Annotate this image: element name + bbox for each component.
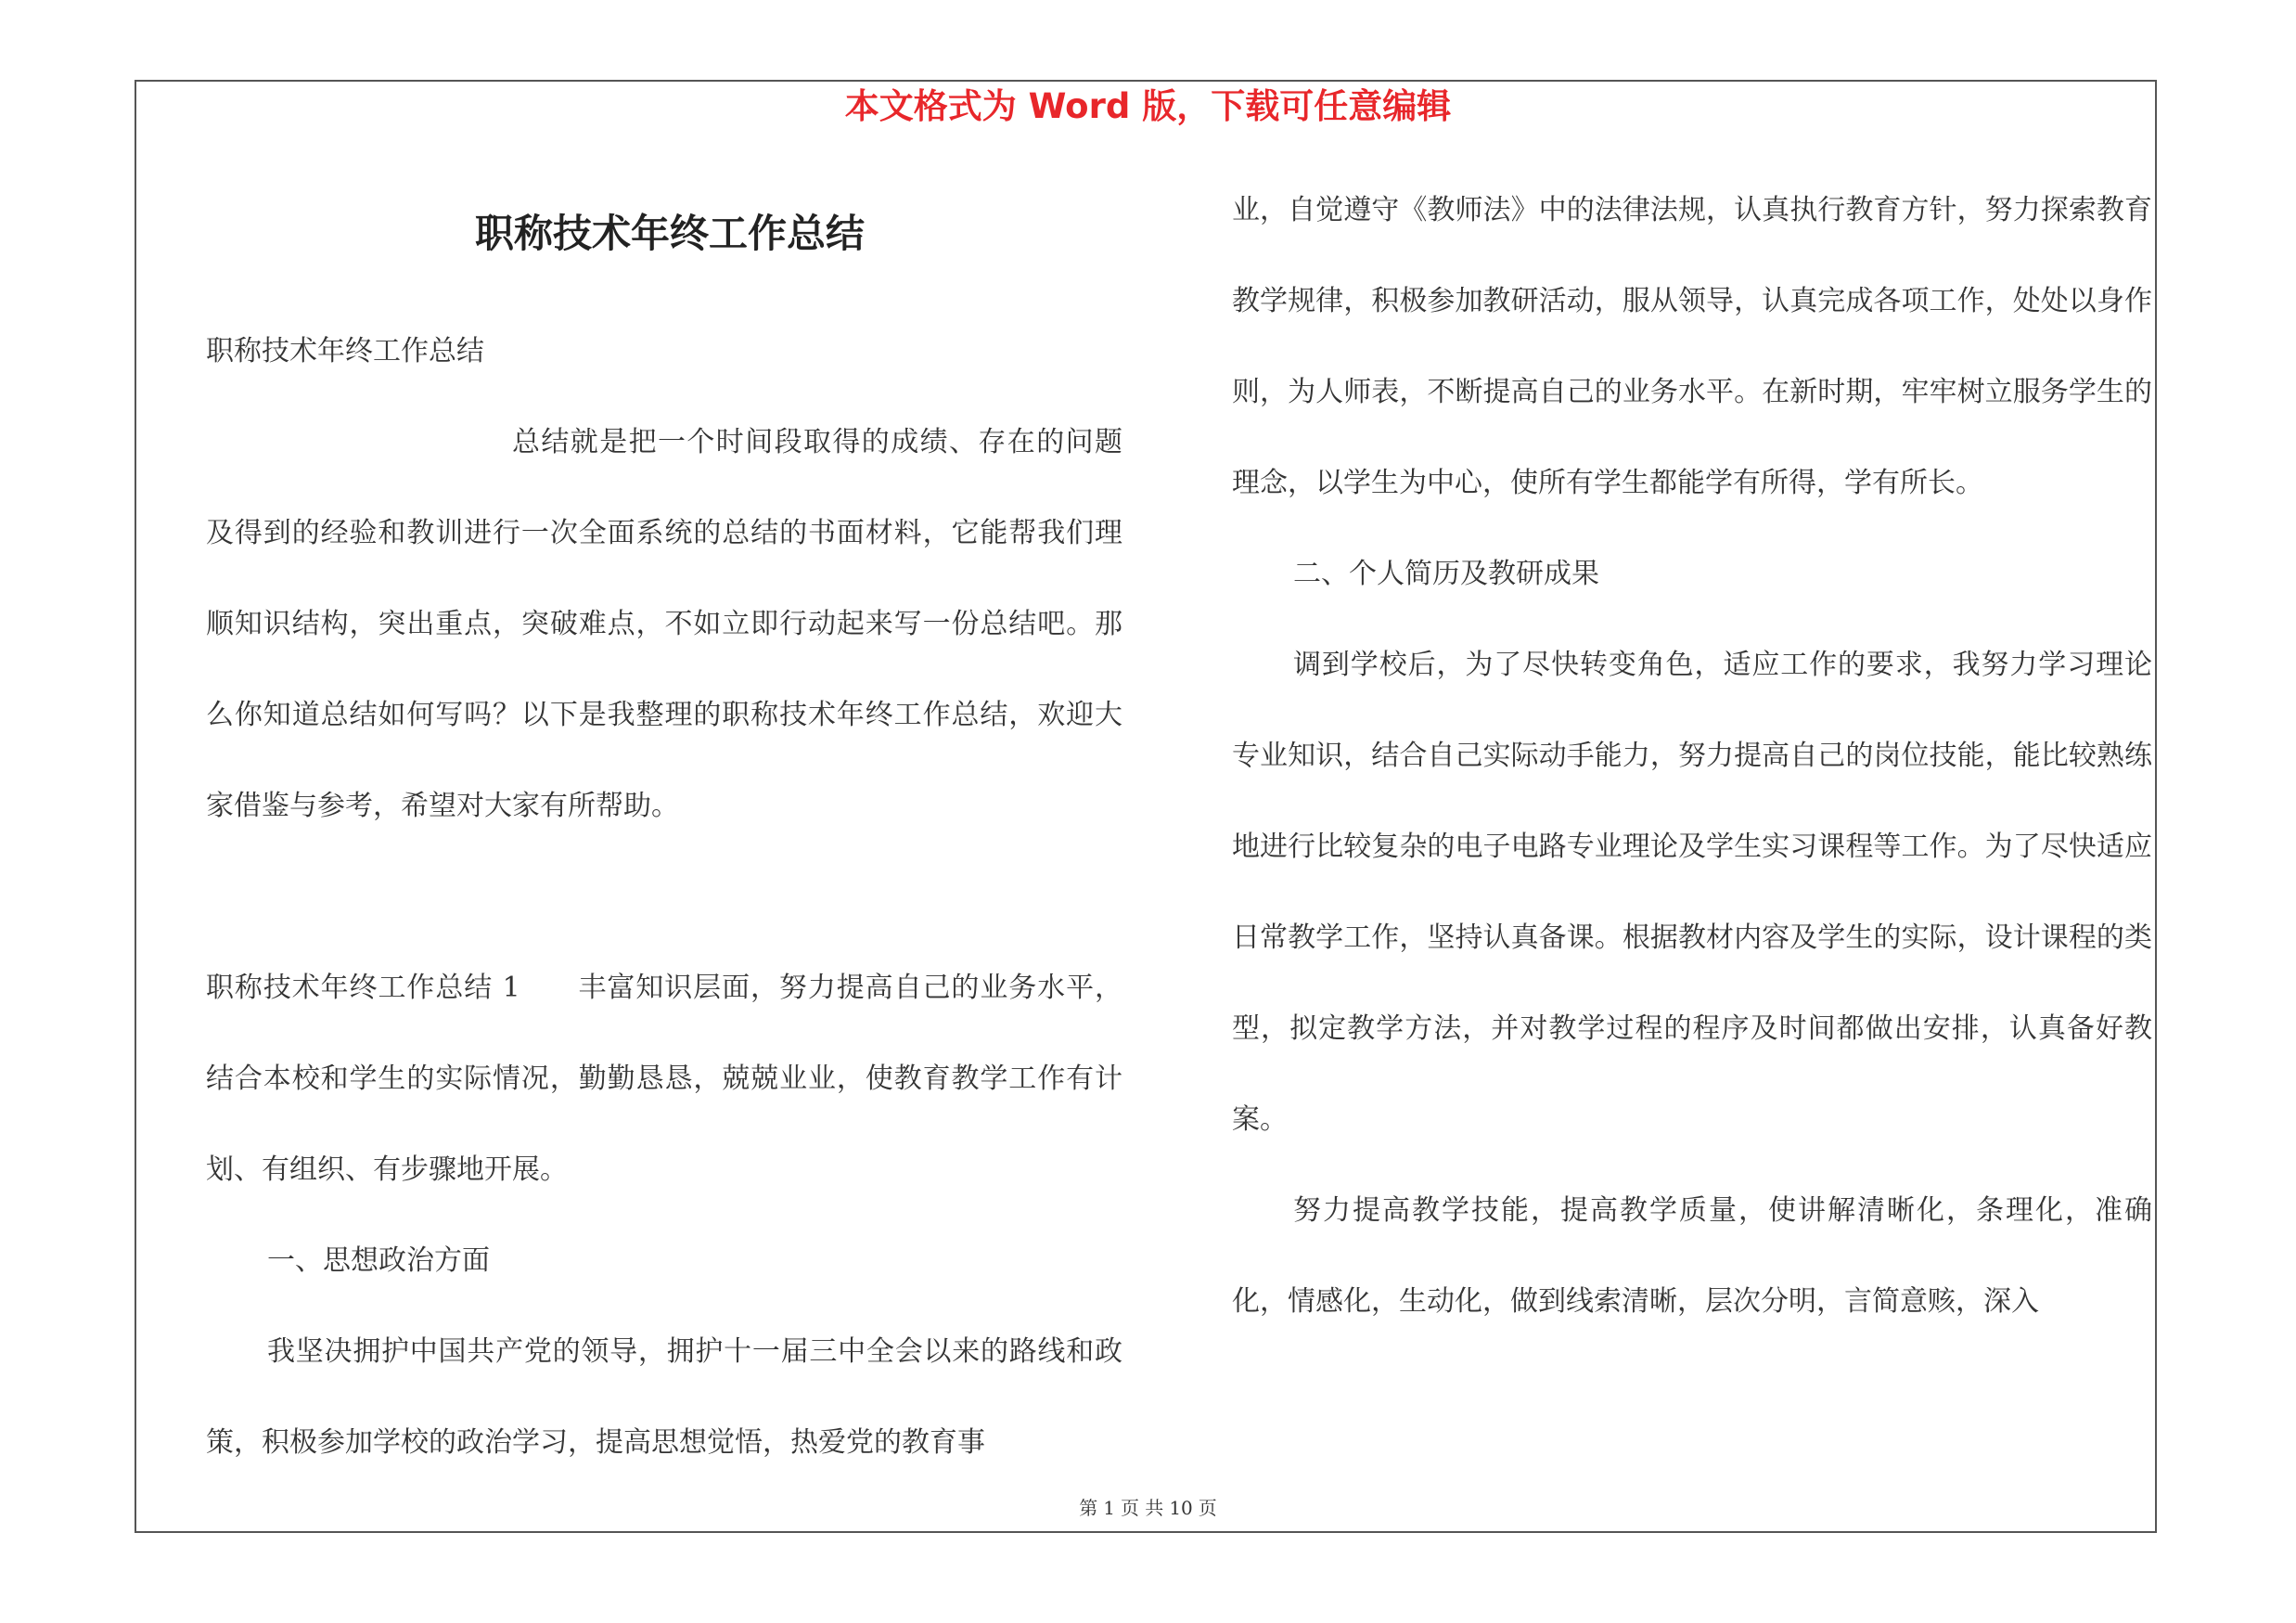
section-intro-paragraph: 职称技术年终工作总结 1 丰富知识层面，努力提高自己的业务水平，结合本校和学生的实际情况，勤勤恳恳，兢兢业业，使教育教学工作有计划、有组织、有步骤地开展。 xyxy=(206,972,1122,1186)
political-paragraph-continued: 业，自觉遵守《教师法》中的法律法规，认真执行教育方针，努力探索教育教学规律，积极参加教研活动，服从领导，认真完成各项工作，处处以身作则，为人师表，不断提高自己的业务水平。在新时期，牢牢树立服务学生的理念，以学生为中心，使所有学生都能学有所得，学有所长。 xyxy=(1232,194,2152,499)
intro-paragraph: 总结就是把一个时间段取得的成绩、存在的问题及得到的经验和教训进行一次全面系统的总结的书面材料，它能帮我们理顺知识结构，突出重点，突破难点，不如立即行动起来写一份总结吧。那么你知道总结如何写吗？以下是我整理的职称技术年终工作总结，欢迎大家借鉴与参考，希望对大家有所帮助。 xyxy=(206,426,1122,822)
footer-current-page: 1 xyxy=(1103,1497,1115,1519)
document-title: 职称技术年终工作总结 xyxy=(474,211,865,256)
page-footer xyxy=(0,1494,2296,1522)
heading-political: 一、思想政治方面 xyxy=(267,1244,490,1277)
resume-paragraph: 调到学校后，为了尽快转变角色，适应工作的要求，我努力学习理论专业知识，结合自己实际动手能力，努力提高自己的岗位技能，能比较熟练地进行比较复杂的电子电路专业理论及学生实习课程等工作。为了尽快适应日常教学工作，坚持认真备课。根据教材内容及学生的实际，设计课程的类型，拟定教学方法，并对教学过程的程序及时间都做出安排，认真备好教案。 xyxy=(1232,649,2152,1136)
heading-resume: 二、个人简历及教研成果 xyxy=(1293,558,1599,590)
political-paragraph: 我坚决拥护中国共产党的领导，拥护十一届三中全会以来的路线和政策，积极参加学校的政治学习，提高思想觉悟，热爱党的教育事 xyxy=(206,1335,1122,1459)
footer-mid: 页 共 xyxy=(1120,1497,1164,1519)
subtitle-paragraph: 职称技术年终工作总结 xyxy=(206,335,484,367)
footer-suffix: 页 xyxy=(1198,1497,1217,1519)
footer-total-pages: 10 xyxy=(1169,1497,1193,1519)
footer-prefix: 第 xyxy=(1079,1497,1098,1519)
teaching-skills-paragraph: 努力提高教学技能，提高教学质量，使讲解清晰化，条理化，准确化，情感化，生动化，做到线索清晰，层次分明，言简意赅，深入 xyxy=(1232,1194,2152,1318)
format-banner: 本文格式为 Word 版，下载可任意编辑 xyxy=(844,86,1452,126)
left-column xyxy=(206,306,1122,1488)
right-column xyxy=(1232,165,2152,1347)
paragraph-gap xyxy=(206,852,1122,943)
